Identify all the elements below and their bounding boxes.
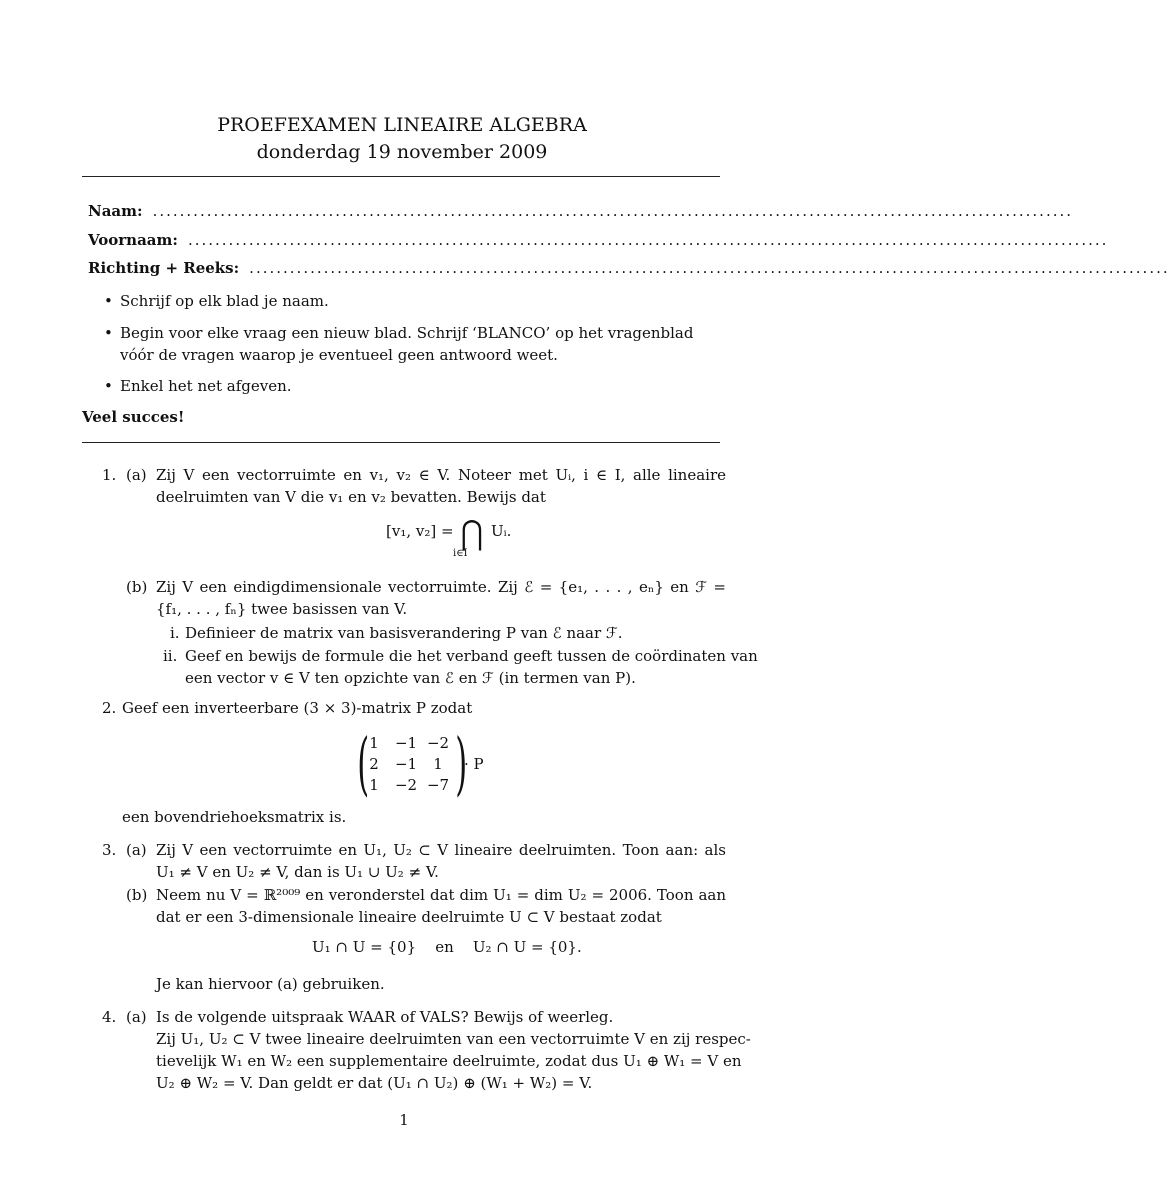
subsubquestion-label: i. — [170, 624, 180, 642]
question-text: Zij V een eindigdimensionale vectorruimte. Zij ℰ = {e₁, . . . , eₙ} en ℱ = — [156, 578, 726, 596]
question-text: Definieer de matrix van basisverandering P van ℰ naar ℱ. — [185, 624, 623, 642]
matrix-cell: −1 — [394, 734, 418, 752]
span-intersection-formula: [v₁, v₂] = ⋂ Uᵢ. — [386, 513, 512, 553]
page-number: 1 — [399, 1111, 409, 1129]
program-label: Richting + Reeks: — [88, 259, 240, 277]
right-paren: ) — [455, 725, 468, 804]
question-number: 2. — [102, 699, 117, 717]
question-number: 1. — [102, 466, 117, 484]
question-text: dat er een 3-dimensionale lineaire deelruimte U ⊂ V bestaat zodat — [156, 908, 662, 926]
question-text: Zij U₁, U₂ ⊂ V twee lineaire deelruimten van een vectorruimte V en zij respec- — [156, 1030, 751, 1048]
question-text: Geef een inverteerbare (3 × 3)-matrix P zodat — [122, 699, 473, 717]
matrix-multiplier: · P — [464, 755, 484, 773]
question-text: Geef en bewijs de formule die het verband geeft tussen de coördinaten van — [185, 647, 758, 665]
intersection-symbol: ⋂ — [461, 513, 484, 553]
instruction-item: • Begin voor elke vraag een nieuw blad. Schrijf ‘BLANCO’ op het vragenblad vóór de vragen waarop je eventueel geen antwoord weet. — [104, 324, 694, 364]
bullet-icon: • — [104, 377, 113, 395]
name-field — [88, 202, 1074, 220]
matrix-cell: −2 — [426, 734, 450, 752]
subquestion-label: (a) — [126, 466, 147, 484]
subquestion-label: (a) — [126, 1008, 147, 1026]
question-text: een vector v ∈ V ten opzichte van ℰ en ℱ (in termen van P). — [185, 669, 636, 687]
first-name-field — [88, 231, 1109, 249]
question-text: Zij V een vectorruimte en v₁, v₂ ∈ V. Noteer met Uᵢ, i ∈ I, alle lineaire — [156, 466, 726, 484]
question-text: {f₁, . . . , fₙ} twee basissen van V. — [156, 600, 408, 618]
exam-title: PROEFEXAMEN LINEAIRE ALGEBRA — [217, 114, 587, 136]
question-text: Zij V een vectorruimte en U₁, U₂ ⊂ V lineaire deelruimten. Toon aan: als — [156, 841, 726, 859]
instruction-item: • Schrijf op elk blad je naam. — [104, 292, 329, 310]
name-label: Naam: — [88, 202, 143, 220]
matrix-cell: 1 — [369, 776, 379, 794]
program-field — [88, 259, 1170, 277]
name-dotted-line: ........................................................................................................................................ — [152, 202, 1074, 220]
question-text: Je kan hiervoor (a) gebruiken. — [156, 975, 385, 993]
bullet-icon: • — [104, 324, 113, 342]
question-text: U₂ ⊕ W₂ = V. Dan geldt er dat (U₁ ∩ U₂) ⊕ (W₁ + W₂) = V. — [156, 1074, 593, 1092]
question-text: Is de volgende uitspraak WAAR of VALS? Bewijs of weerleg. — [156, 1008, 614, 1026]
bullet-icon: • — [104, 292, 113, 310]
program-dotted-line: ........................................................................................................................................ — [249, 259, 1170, 277]
subquestion-label: (a) — [126, 841, 147, 859]
matrix-cell: 1 — [433, 755, 443, 773]
subquestion-label: (b) — [126, 886, 148, 904]
intersection-formula: U₁ ∩ U = {0} en U₂ ∩ U = {0}. — [312, 938, 582, 956]
question-text: deelruimten van V die v₁ en v₂ bevatten. Bewijs dat — [156, 488, 546, 506]
matrix-cell: −2 — [394, 776, 418, 794]
question-text: U₁ ≠ V en U₂ ≠ V, dan is U₁ ∪ U₂ ≠ V. — [156, 863, 439, 881]
instructions-divider — [82, 442, 720, 443]
matrix — [357, 725, 500, 804]
exam-date: donderdag 19 november 2009 — [256, 141, 548, 163]
matrix-cell: 2 — [369, 755, 379, 773]
good-luck-text: Veel succes! — [82, 408, 185, 426]
question-text: tievelijk W₁ en W₂ een supplementaire deelruimte, zodat dus U₁ ⊕ W₁ = V en — [156, 1052, 742, 1070]
question-text: een bovendriehoeksmatrix is. — [122, 808, 347, 826]
subsubquestion-label: ii. — [163, 647, 178, 665]
first-name-label: Voornaam: — [88, 231, 178, 249]
matrix-cell: 1 — [369, 734, 379, 752]
matrix-cell: −7 — [426, 776, 450, 794]
subquestion-label: (b) — [126, 578, 148, 596]
question-number: 3. — [102, 841, 117, 859]
first-name-dotted-line: ........................................................................................................................................ — [187, 231, 1109, 249]
question-number: 4. — [102, 1008, 117, 1026]
left-paren: ( — [357, 725, 370, 804]
instruction-item: • Enkel het net afgeven. — [104, 377, 292, 395]
header-divider — [82, 176, 720, 177]
formula-subscript: i∈I — [453, 548, 468, 559]
question-text: Neem nu V = ℝ²⁰⁰⁹ en veronderstel dat dim U₁ = dim U₂ = 2006. Toon aan — [156, 886, 726, 904]
matrix-cell: −1 — [394, 755, 418, 773]
